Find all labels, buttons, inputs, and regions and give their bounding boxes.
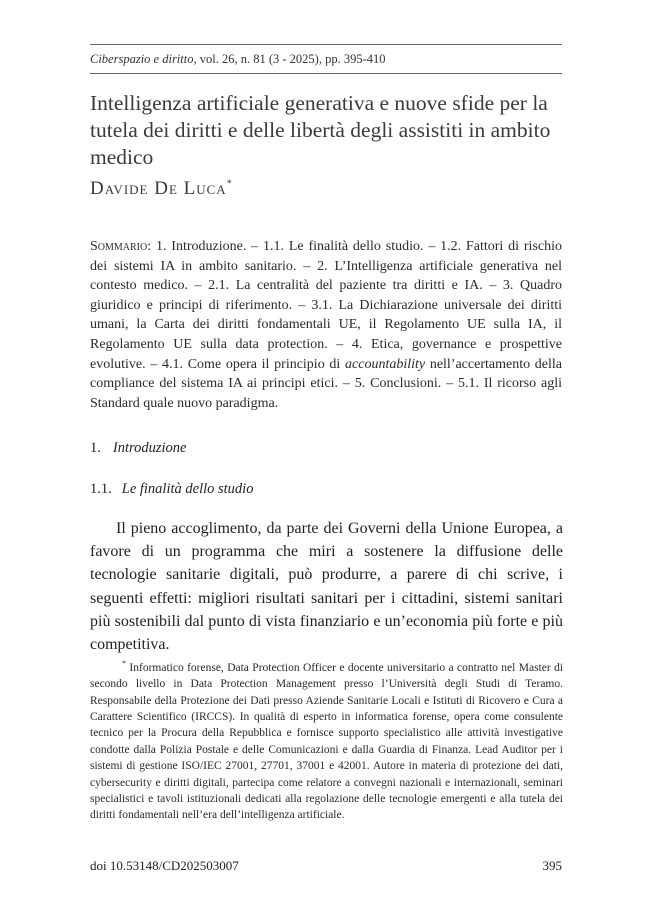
header-rule-bottom [90,73,562,74]
article-title: Intelligenza artificiale generativa e nuove sfide per la tutela dei diritti e delle libertà degli assistiti in ambito medico [90,91,551,169]
section-1-1-number: 1.1. [90,481,112,497]
journal-citation [90,52,385,67]
journal-name: Ciberspazio e diritto [90,52,194,66]
summary-block [90,237,562,413]
footnote-text: Informatico forense, Data Protection Officer e docente universitario a contratto nel Master di secondo livello in Data Protection Management presso l’Università degli Studi di Teramo. Responsabile della Protezione dei Dati presso Aziende Sanitarie Locali e Istituti di Ricovero e Cura a Carattere Scientifico (IRCCS). In qualità di esperto in informatica forense, opera come consulente tecnico per la Procura della Repubblica e fornisce supporto specialistico alle attività investigative condotte dalla Polizia Postale e delle Comunicazioni e dalla Guardia di Finanza. Lead Auditor per i sistemi di gestione ISO/IEC 27001, 27701, 37001 e 42001. Autore in materia di protezione dei dati, cybersecurity e diritti digitali, partecipa come relatore a convegni nazionali e internazionali, seminari specialistici e tavoli istituzionali dedicati alla regolazione delle tecnologie emergenti e alla tutela dei diritti fondamentali nell’era dell’intelligenza artificiale. [90,661,564,822]
author-name: Davide De Luca [90,178,227,199]
doi: doi 10.53148/CD202503007 [90,858,239,873]
section-1-1-title: Le finalità dello studio [121,481,254,497]
author-line [90,178,233,200]
author-footnote-mark: * [226,178,233,190]
section-heading-1-1 [90,481,253,498]
summary-label: Sommario: [90,239,152,254]
body-paragraph: Il pieno accoglimento, da parte dei Governi della Unione Europea, a favore di un programma che miri a sostenere la diffusione delle tecnologie sanitarie digitali, può produrre, a parere di chi scrive, i seguenti effetti: migliori risultati sanitari per i cittadini, sistemi sanitari più sostenibili dal punto di vista finanziario e un’economia più forte e più competitiva. [90,520,563,654]
section-1-title: Introduzione [112,440,187,456]
footnote-mark: * [122,659,126,668]
journal-details: , vol. 26, n. 81 (3 - 2025), pp. 395-410 [193,52,386,66]
page-number: 395 [542,858,562,873]
author-footnote [90,656,563,824]
summary-italic-term: accountability [345,356,426,372]
section-heading-1 [90,440,186,457]
summary-text-2: nell’accertamento della compliance del sistema IA ai principi etici. – 5. Conclusioni. – 5.1. Il ricorso agli Standard quale nuovo paradigma. [90,356,563,411]
summary-text-1: 1. Introduzione. – 1.1. Le finalità dello studio. – 1.2. Fattori di rischio dei sistemi IA in ambito sanitario. – 2. L’Intelligenza artificiale generativa nel contesto medico. – 2.1. La centralità del paziente tra diritti e IA. – 3. Quadro giuridico e principi di riferimento. – 3.1. La Dichiarazione universale dei diritti umani, la Carta dei diritti fondamentali UE, il Regolamento UE sulla IA, il Regolamento UE sulla data protection. – 4. Etica, governance e prospettive evolutive. – 4.1. Come opera il principio di [90,239,562,372]
section-1-number: 1. [90,440,101,456]
header-rule-top [90,44,562,45]
